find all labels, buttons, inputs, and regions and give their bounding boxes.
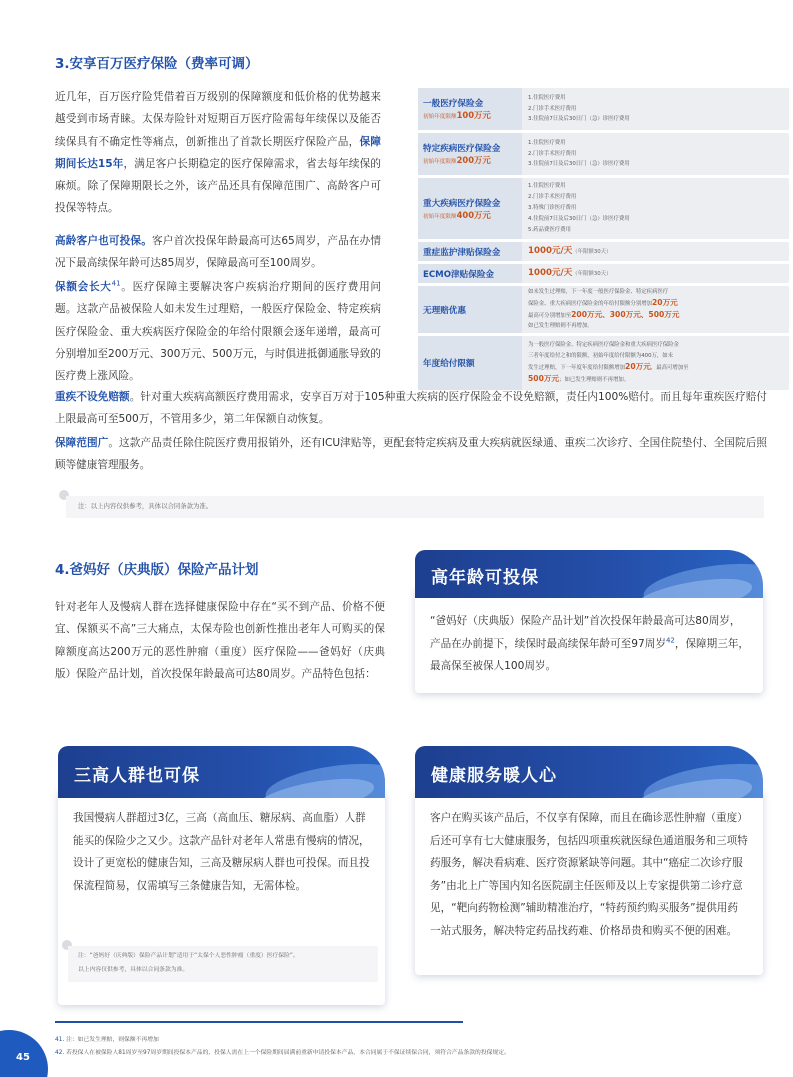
footnote-42 [55, 1047, 510, 1056]
card-high-age-title: 高年龄可投保 [431, 568, 539, 588]
card-three-highs-banner [58, 746, 385, 798]
table-row [418, 286, 789, 336]
value-amount: 1000元/天 [528, 245, 573, 256]
feature-grow-title: 保额会长大 [55, 281, 112, 293]
coverage-table [418, 88, 789, 390]
benefit-value [528, 246, 783, 258]
feature-age-text: 客户首次投保年龄最高可达65周岁，产品在办情况下最高续保年龄可达85周岁，保障最高可至100周岁。 [55, 235, 382, 270]
footnote-number: 42. [55, 1050, 65, 1056]
limit-prefix: 初始年度限额 [423, 159, 457, 165]
table-row [418, 88, 789, 133]
detail-line [528, 298, 783, 310]
list-item: 1.住院医疗费用 [528, 140, 566, 147]
table-row-detail [522, 242, 789, 261]
card-high-age-text [430, 610, 750, 678]
detail-text: 发生过理赔，下一年度年度给付限额增加 [528, 365, 626, 371]
benefit-limit [423, 109, 518, 121]
benefit-name: 无理赔优惠 [423, 305, 466, 316]
table-row-label [418, 264, 522, 283]
intro-text-b: ，满足客户长期稳定的医疗保障需求，省去每年续保的麻烦。除了保障期限长之外，该产品还具有保障范围广、高龄客户可投保等特点。 [55, 157, 381, 215]
table-row-label [418, 286, 522, 333]
card-three-highs-title: 三高人群也可保 [74, 766, 200, 786]
section-3-note: 注：以上内容仅供参考，具体以合同条款为准。 [66, 496, 764, 518]
note-line: 注：“爸妈好（庆典版）保险产品计划”适用于“太保个人恶性肿瘤（重度）医疗保险”。 [78, 953, 299, 959]
card-three-highs-text: 我国慢病人群超过3亿，三高（高血压、糖尿病、高血脂）人群能买的保险少之又少。这款产品针对老年人常患有慢病的情况，设计了更宽松的健康告知，三高及糖尿病人群也可投保。而且投保流程简易，仅需填写三条健康告知，无需体检。 [73, 812, 370, 892]
table-row-detail [522, 336, 789, 390]
feature-deductible-text: 。针对重大疾病高额医疗费用需求，安享百万对于105种重大疾病的医疗保险金不设免赔额，责任内100%赔付。而且每年重疾医疗赔付上限最高可至500万，不管用多少，第二年保额自动恢复。 [55, 391, 767, 426]
detail-line: 如已发生理赔则不再增加。 [528, 323, 593, 330]
page-number: 45 [16, 1052, 30, 1063]
table-row-label [418, 242, 522, 261]
benefit-value [528, 268, 783, 280]
card-health-services-banner [415, 746, 763, 798]
benefit-limit [423, 209, 518, 221]
feature-grow [55, 276, 381, 387]
highlight-amount: 500万元 [528, 373, 560, 383]
value-note: （年限额30天） [572, 270, 612, 277]
card-text-a: “爸妈好（庆典版）保险产品计划”首次投保年龄最高可达80周岁，产品在办前提下，续保时最高续保年龄可至97周岁 [430, 615, 741, 650]
card-three-highs-note [68, 946, 378, 982]
intro-highlight: 保障期间长达15年 [55, 135, 382, 170]
detail-line: 为一般医疗保险金、特定疾病医疗保险金和重大疾病医疗保险金 [528, 342, 679, 349]
section-4-heading: 4.爸妈好（庆典版）保险产品计划 [55, 562, 259, 578]
note-line: 以上内容仅供参考，具体以合同条款为准。 [78, 967, 189, 973]
limit-prefix: 初始年度限额 [423, 114, 457, 120]
table-row [418, 336, 789, 390]
detail-line [528, 362, 783, 374]
value-amount: 1000元/天 [528, 267, 573, 278]
benefit-name: 年度给付限额 [423, 359, 475, 369]
section-3-heading: 3.安享百万医疗保险（费率可调） [55, 56, 259, 72]
table-row [418, 242, 789, 264]
table-row-detail [522, 178, 789, 239]
intro-text-a: 近几年，百万医疗险凭借着百万级别的保障额度和低价格的优势越来越受到市场青睐。太保寿险针对短期百万医疗险需每年续保以及能否续保具有不确定性等痛点，创新推出了首款长期医疗保险产品， [55, 91, 381, 148]
detail-line: 三者年度给付之和的限额，初始年度给付限额为400万，如未 [528, 353, 674, 360]
list-item: 4.住院前7日及后30日门（急）诊医疗费用 [528, 216, 630, 222]
limit-value: 400万元 [456, 209, 491, 220]
table-row-label [418, 178, 522, 239]
feature-age-title: 高龄客户也可投保。 [55, 235, 152, 247]
highlight-amount: 20万元 [625, 362, 651, 371]
footnote-number: 41. [55, 1037, 65, 1043]
list-item: 1.住院医疗费用 [528, 95, 566, 102]
section-3-intro [55, 86, 381, 220]
detail-text: ，最高可增加至 [650, 365, 689, 371]
footnote-ref-42[interactable]: 42 [665, 636, 675, 645]
detail-text: 保险金、重大疾病医疗保险金的年给付限额分别增加 [528, 300, 652, 307]
feature-deductible [55, 386, 767, 431]
footnote-text: 注：如已发生理赔，则保额不再增加 [66, 1037, 159, 1043]
value-note: （年限额30天） [572, 248, 612, 255]
list-item: 2.门诊手术医疗费用 [528, 150, 577, 157]
table-row-label [418, 88, 522, 130]
feature-age [55, 230, 381, 275]
list-item: 3.住院前7日及后30日门（急）诊医疗费用 [528, 116, 630, 123]
list-item: 2.门诊手术医疗费用 [528, 105, 577, 112]
table-row-label [418, 336, 522, 390]
card-text-b: ，保障期三年，最高保至被保人100周岁。 [430, 637, 750, 673]
footnote-text: 若投保人在被保险人81周岁至97周岁期间投保本产品的，投保人需在上一个保险期间届满前重新申请投保本产品，本合同属于不保证续保合同，须符合产品条款的投保规定。 [66, 1050, 510, 1056]
highlight-amount: 200万元、300万元、500万元 [571, 309, 680, 319]
detail-text: ；如已发生理赔则不再增加。 [559, 376, 630, 383]
benefit-name: ECMO津贴保险金 [423, 269, 495, 280]
detail-text: 最高可分别增加至 [528, 312, 572, 319]
limit-prefix: 初始年度限额 [423, 213, 457, 220]
table-row-detail [522, 88, 789, 130]
list-item: 3.住院前7日及后30日门（急）诊医疗费用 [528, 161, 630, 168]
limit-value: 200万元 [456, 155, 491, 165]
feature-scope [55, 432, 767, 477]
table-row [418, 264, 789, 286]
benefit-name: 重大疾病医疗保险金 [423, 198, 501, 209]
detail-line: 如未发生过理赔，下一年度一般医疗保险金、特定疾病医疗 [528, 288, 669, 295]
list-item: 5.药品费医疗费用 [528, 227, 571, 233]
table-row [418, 133, 789, 178]
list-item: 1.住院医疗费用 [528, 183, 566, 189]
benefit-name: 重症监护津贴保险金 [423, 247, 501, 258]
table-row-label [418, 133, 522, 175]
footnote-divider [55, 1021, 463, 1023]
table-row-detail [522, 264, 789, 283]
limit-value: 100万元 [456, 110, 491, 120]
detail-line [528, 374, 783, 386]
card-health-services-text: 客户在购买该产品后，不仅享有保障，而且在确诊恶性肿瘤（重度）后还可享有七大健康服务，包括四项重疾就医绿色通道服务和三项特药服务，解决看病难、医疗资源紧缺等问题。其中“癌症二次诊疗服务”由北上广等国内知名医院副主任医师及以上专家提供第二诊疗意见，“靶向药物检测”辅助精准治疗，“特药预约购买服务”提供用药一站式服务，解决特定药品找药难、价格昂贵和购买不便的困难。 [430, 812, 748, 937]
feature-scope-text: 。这款产品责任除住院医疗费用报销外，还有ICU津贴等，更配套特定疾病及重大疾病就医绿通、重疾二次诊疗、全国住院垫付、全国院后照顾等健康管理服务。 [55, 437, 768, 472]
footnote-41 [55, 1034, 159, 1043]
benefit-name: 特定疾病医疗保险金 [423, 144, 501, 154]
list-item: 2.门诊手术医疗费用 [528, 194, 577, 200]
table-row [418, 178, 789, 242]
section-4-intro: 针对老年人及慢病人群在选择健康保险中存在“买不到产品、价格不便宜、保额买不高”三大痛点，太保寿险也创新性推出老年人可购买的保障额度高达200万元的恶性肿瘤（重度）医疗保险——爸妈好（庆典版）保险产品计划，首次投保年龄最高可达80周岁。产品特色包括： [55, 601, 385, 680]
detail-line [528, 310, 783, 322]
feature-scope-title: 保障范围广 [55, 437, 109, 449]
table-row-detail [522, 286, 789, 333]
card-health-services-title: 健康服务暖人心 [431, 766, 557, 786]
feature-deductible-title: 重疾不设免赔额 [55, 391, 130, 403]
list-item: 3.特殊门诊医疗费用 [528, 205, 577, 211]
highlight-amount: 20万元 [652, 297, 678, 307]
benefit-name: 一般医疗保险金 [423, 99, 484, 109]
card-high-age-banner [415, 550, 763, 598]
footnote-ref-41[interactable]: 41 [111, 279, 121, 288]
feature-grow-text: 。医疗保障主要解决客户疾病治疗期间的医疗费用问题。这款产品被保险人如未发生过理赔，一般医疗保险金、特定疾病医疗保险金、重大疾病医疗保险金的年给付限额会逐年递增，最高可分别增加至200万元、300万元、500万元，与时俱进抵御通胀导致的医疗费上涨风险。 [55, 281, 382, 383]
benefit-limit [423, 154, 518, 166]
table-row-detail [522, 133, 789, 175]
